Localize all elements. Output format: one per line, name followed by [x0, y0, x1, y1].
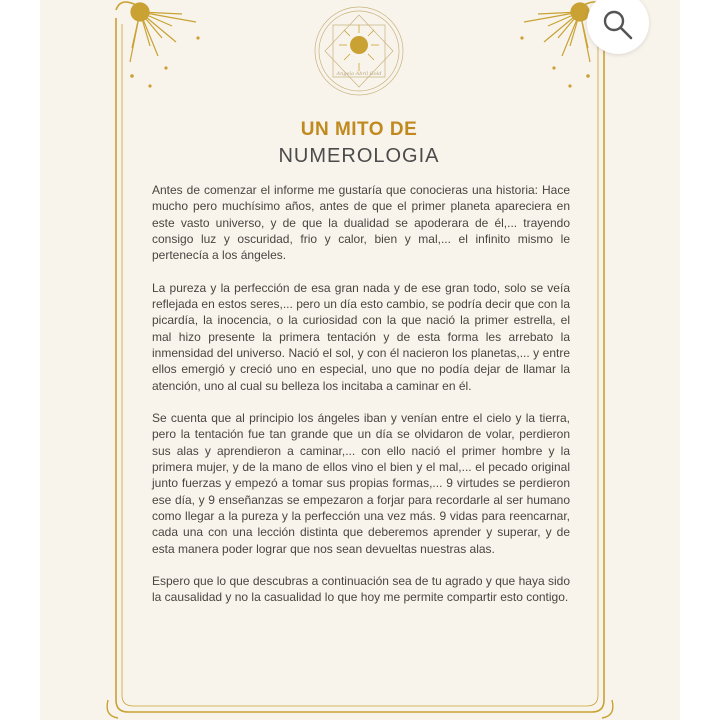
paragraph-1: Antes de comenzar el informe me gustaría que conocieras una historia: Hace mucho pero muchísimo años, antes de que el primer planeta apareciera en este vasto universo, y de que la dualidad se apoderara de él,... trayendo consigo luz y oscuridad, frio y calor, bien y mal,... el infinito mismo le pertenecía a los ángeles.	[152, 183, 570, 263]
sun-emblem-logo	[313, 5, 405, 97]
left-sunburst	[130, 3, 199, 87]
paragraph-2: La pureza y la perfección de esa gran nada y de ese gran todo, solo se veía reflejada en estos seres,... pero un día esto cambio, se podría decir que con la picardía, la inocencia, o la curiosidad con la que nació la primer estrella, el mal hizo presente la primera tentación y de esta forma les arrebato la inmensidad del universo. Nació el sol, y con él nacieron los planetas,... y entre ellos emergió y creció uno en especial, uno que no podía dejar de llamar la atención, uno al cual su belleza los incitaba a caminar en él.	[152, 280, 570, 393]
title-line-2: NUMEROLOGIA	[278, 145, 440, 167]
emblem-caption: Angela Abril Gold	[336, 71, 382, 77]
right-sunburst	[521, 3, 590, 87]
story-body	[152, 182, 570, 622]
search-icon	[601, 8, 635, 42]
paragraph-4: Espero que lo que descubras a continuación sea de tu agrado y que haya sido la causalidad y no la casualidad lo que hoy me permite compartir esto contigo.	[152, 574, 570, 605]
paragraph-3: Se cuenta que al principio los ángeles iban y venían entre el cielo y la tierra, pero la tentación fue tan grande que un día se olvidaron de volar, perdieron sus alas y aprendieron a caminar,... con ello nació el primer hombre y la primera mujer, y de la mano de ellos vino el bien y el mal,... el pecado original junto fuerzas y empezó a tomar sus propias formas,... 9 virtudes se perdieron ese día, y 9 enseñanzas se empezaron a forjar para recordarle al ser humano como llegar a la pureza y la perfección una vez más. 9 vidas para reencarnar, cada una con una lección distinta que deberemos aprender y superar, y de esta manera poder lograr que nos sean devueltas nuestras alas.	[152, 411, 570, 556]
title-line-1: UN MITO DE	[300, 119, 418, 140]
